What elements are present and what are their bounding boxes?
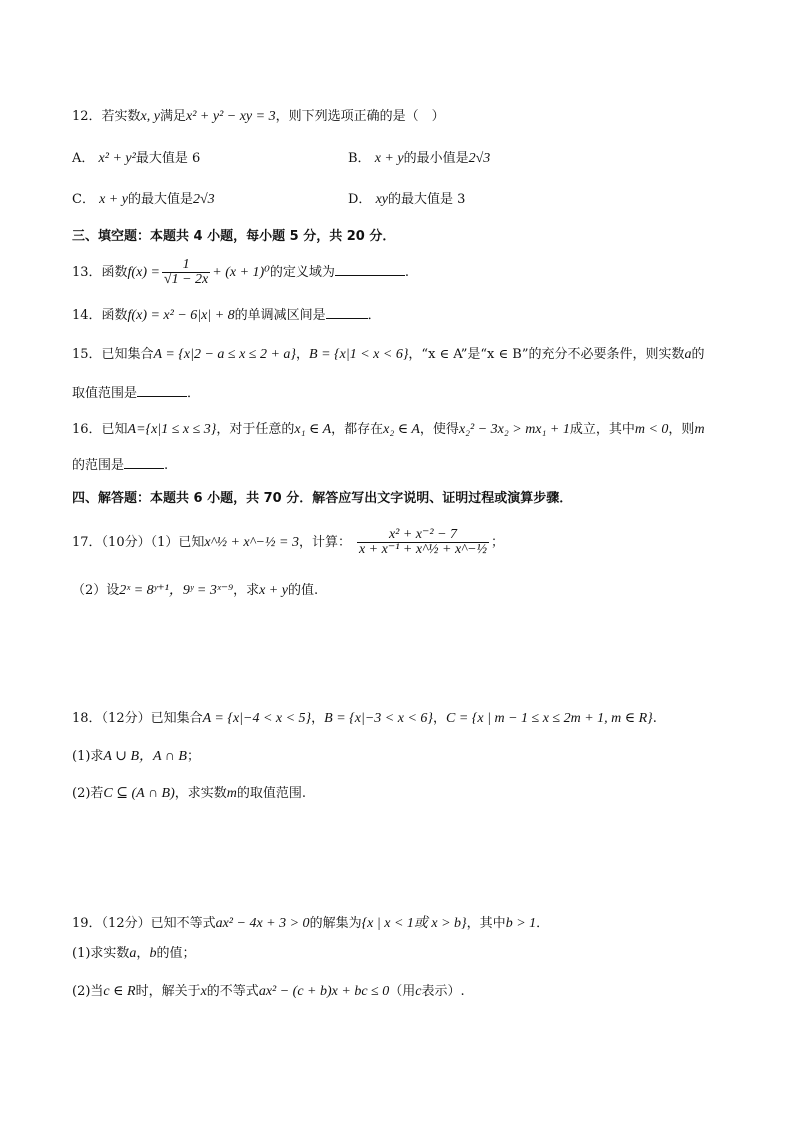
q17-part2-end: 的值.: [287, 583, 319, 598]
q12-option-b-text: 的最小值是: [403, 151, 469, 166]
q19-mid: 的解集为: [309, 916, 362, 931]
q12-option-d-label: D．: [348, 192, 372, 207]
q14-answer-blank[interactable]: [326, 306, 368, 319]
q18-stem: [72, 710, 657, 728]
q12-option-a: [72, 150, 200, 168]
q19-part2-mid-2: 的不等式: [206, 984, 259, 999]
q14-end: ．: [367, 308, 381, 323]
q16-x1: x₁ ∈ A: [294, 422, 332, 437]
q12-option-a-expr: x² + y²: [98, 151, 136, 166]
q19-part2-end-2: 表示）.: [421, 984, 465, 999]
q12-option-b: [348, 150, 490, 168]
q19-part1-sep: ，: [136, 946, 150, 961]
q12-stem: [72, 108, 445, 126]
q18-sep-2: ，: [433, 711, 447, 726]
q19-part2-c: c: [415, 984, 422, 999]
q12-option-b-label: B．: [348, 151, 371, 166]
q12-option-c-text: 的最大值是: [127, 192, 193, 207]
q17-fraction: [357, 528, 489, 557]
q17-part2-pre: （2）设: [72, 583, 120, 598]
q17-part2-expr: x + y: [259, 583, 288, 598]
q18-part2-var: m: [226, 786, 237, 801]
q18-set-c: C = {x | m − 1 ≤ x ≤ 2m + 1, m ∈ R}: [446, 711, 653, 726]
q16-pre: 16．已知: [72, 422, 128, 437]
q19-inequality: ax² − 4x + 3 > 0: [215, 916, 310, 931]
q12-option-a-text: 最大值是 6: [135, 151, 201, 166]
q17-fraction-denominator: x + x⁻¹ + x^½ + x^−½: [358, 542, 488, 557]
q12-condition: x² + y² − xy = 3: [186, 109, 276, 124]
q15-set-b: B = {x|1 < x < 6}: [309, 347, 409, 362]
q12-option-d-expr: xy: [375, 192, 389, 207]
q18-set-a: A = {x|−4 < x < 5}: [202, 711, 312, 726]
q19-mid-2: ，其中: [466, 916, 506, 931]
q18-part2: [72, 785, 306, 803]
q15-answer-blank[interactable]: [137, 384, 187, 397]
q16-x2: x₂ ∈ A: [383, 422, 420, 437]
q16-inequality: x₂² − 3x₂ > mx₁ + 1: [458, 422, 570, 437]
q13-fraction-numerator: 1: [162, 258, 210, 273]
q16-answer-blank[interactable]: [124, 456, 164, 469]
q12-option-c: [72, 191, 215, 209]
q16-text-5: ，则: [668, 422, 695, 437]
q16-line2-text: 的范围是: [72, 458, 125, 473]
q19-part1-b: b: [149, 946, 157, 961]
q13: [72, 258, 409, 288]
q12-option-c-label: C．: [72, 192, 95, 207]
q16-m-condition: m < 0: [634, 422, 669, 437]
q19-part1-end: 的值；: [156, 946, 196, 961]
q18-set-b: B = {x|−3 < x < 6}: [324, 711, 433, 726]
q17-part2-condition: 2ˣ = 8ʸ⁺¹，9ʸ = 3ˣ⁻⁹: [119, 583, 234, 598]
q13-function: f(x) =: [127, 265, 160, 280]
q16-text-4: 成立，其中: [569, 422, 635, 437]
q15-pre: 15．已知集合: [72, 347, 154, 362]
q19-solution-set: {x | x < 1或 x > b}: [361, 916, 467, 931]
q13-plus-term: + (x + 1)⁰: [212, 265, 270, 280]
q16-text-3: ，使得: [419, 422, 459, 437]
q19-end: ．: [536, 916, 550, 931]
q19-pre: 19．（12分）已知不等式: [72, 916, 216, 931]
q17-condition: x^½ + x^−½ = 3: [204, 535, 299, 550]
q12-option-c-value: 2√3: [192, 192, 215, 207]
q19-stem: [72, 915, 549, 933]
q18-sep-1: ，: [311, 711, 325, 726]
q13-fraction: [162, 258, 210, 287]
q12-option-c-expr: x + y: [99, 192, 128, 207]
q19-part2-condition: c ∈ R: [103, 984, 136, 999]
section-heading-solutions: 四、解答题：本题共 6 小题，共 70 分．解答应写出文字说明、证明过程或演算步骤．: [72, 491, 573, 506]
q18-part2-pre: (2)若: [72, 786, 104, 801]
q17-fraction-numerator: x² + x⁻² − 7: [357, 528, 489, 543]
q15-line1-end: 的: [691, 347, 705, 362]
q12-stem-text-b: 满足: [159, 109, 186, 124]
q19-part1: [72, 945, 195, 963]
q18-pre: 18．（12分）已知集合: [72, 711, 203, 726]
q18-end: .: [652, 711, 657, 726]
q16-text-1: ，对于任意的: [216, 422, 295, 437]
q19-part1-pre: (1)求实数: [72, 946, 130, 961]
q13-pre: 13．函数: [72, 265, 128, 280]
q12-option-d: [348, 191, 465, 209]
q19-part2-mid: 时，解关于: [135, 984, 201, 999]
q12-stem-text-c: ，则下列选项正确的是（ ）: [275, 109, 445, 124]
q15-set-a: A = {x|2 − a ≤ x ≤ 2 + a}: [153, 347, 297, 362]
q12-option-b-value: 2√3: [468, 151, 491, 166]
q18-part1-expr: A ∪ B，A ∩ B: [103, 749, 187, 764]
q19-part2-inequality: ax² − (c + b)x + bc ≤ 0: [258, 984, 390, 999]
q16-text-2: ，都存在: [331, 422, 384, 437]
q18-part1-pre: (1)求: [72, 749, 104, 764]
q19-part2-end: （用: [389, 984, 416, 999]
q18-part1-end: ；: [186, 749, 200, 764]
q15-var: a: [684, 347, 692, 362]
q17-end: ；: [491, 535, 505, 550]
q13-fraction-denominator: √1 − 2x: [163, 272, 209, 287]
q17-pre: 17．（10分）（1）已知: [72, 535, 205, 550]
q14-expr: f(x) = x² − 6|x| + 8: [127, 308, 235, 323]
q19-condition: b > 1: [505, 916, 537, 931]
q13-end: .: [404, 265, 409, 280]
q16-line2: [72, 456, 168, 475]
q13-post: 的定义域为: [269, 265, 335, 280]
q17-part2-mid: ，求: [233, 583, 260, 598]
section-heading-fill-in: 三、填空题：本题共 4 小题，每小题 5 分，共 20 分．: [72, 229, 396, 244]
q18-part2-mid: ，求实数: [174, 786, 227, 801]
q18-part2-expr: C ⊆ (A ∩ B): [103, 786, 175, 801]
q16-m-var: m: [694, 422, 705, 437]
q12-option-b-expr: x + y: [374, 151, 404, 166]
q14-post: 的单调减区间是: [234, 308, 326, 323]
q19-part1-a: a: [129, 946, 137, 961]
q16-set-a: A={x|1 ≤ x ≤ 3}: [127, 422, 217, 437]
q18-part2-end: 的取值范围.: [236, 786, 307, 801]
q17-part1: [72, 526, 504, 560]
q19-part2-pre: (2)当: [72, 984, 104, 999]
q17-mid: ，计算：: [298, 535, 351, 550]
q16-line1: [72, 421, 705, 439]
q15-post: ，“x ∈ A”是“x ∈ B”的充分不必要条件，则实数: [408, 347, 685, 362]
q15-line2-end: ．: [187, 386, 201, 401]
q18-part1: [72, 748, 200, 766]
q12-option-a-label: A．: [72, 151, 95, 166]
q14: [72, 306, 381, 325]
q19-part2-x: x: [200, 984, 207, 999]
q12-vars: x, y: [140, 109, 160, 124]
q12-option-d-text: 的最大值是 3: [388, 192, 466, 207]
q17-part2: [72, 582, 318, 600]
q15-line2-text: 取值范围是: [72, 386, 138, 401]
q15-sep: ，: [296, 347, 310, 362]
q14-pre: 14．函数: [72, 308, 128, 323]
q12-stem-text-a: 12．若实数: [72, 109, 141, 124]
q16-line2-end: .: [164, 458, 169, 473]
q13-answer-blank[interactable]: [335, 263, 405, 276]
q15-line2: [72, 384, 200, 403]
q19-part2: [72, 983, 465, 1001]
q15-line1: [72, 346, 705, 364]
